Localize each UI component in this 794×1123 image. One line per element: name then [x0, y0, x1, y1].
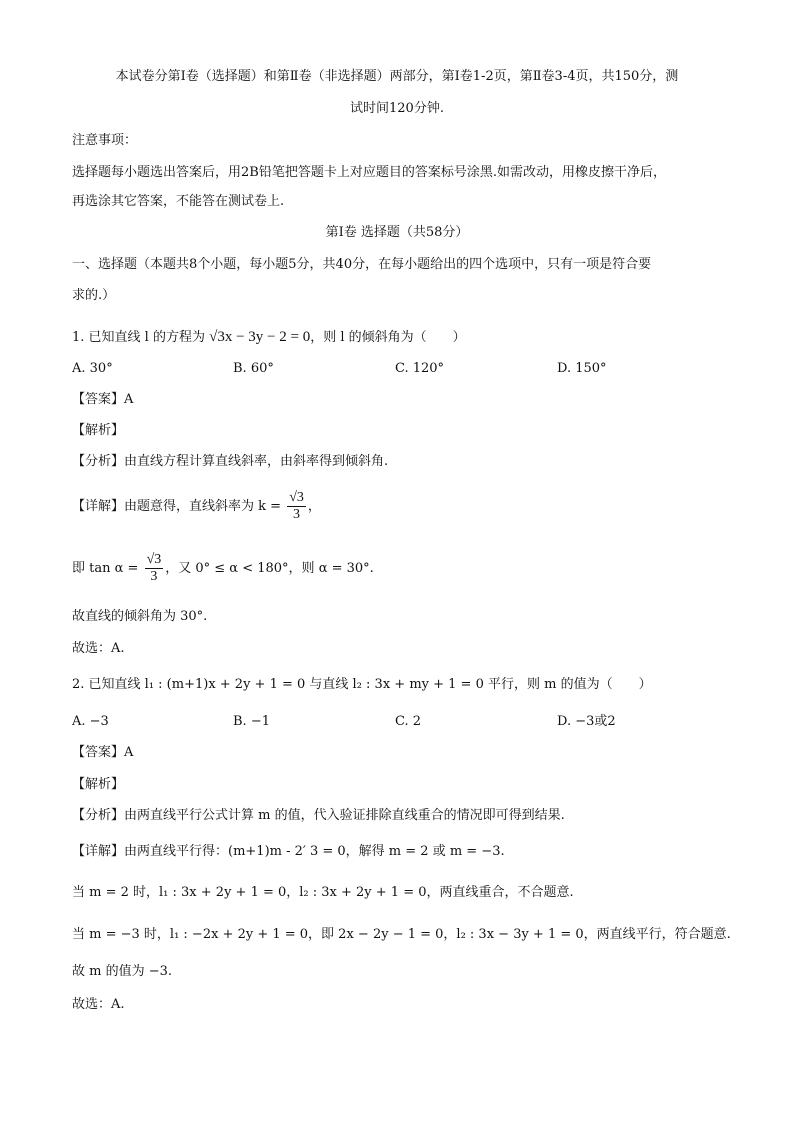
q1-tan-prefix: 即 tan α = — [72, 561, 139, 576]
q1-equation: √3x − 3y − 2 = 0 — [209, 329, 311, 345]
section-instruction-1: 一、选择题（本题共8个小题，每小题5分，共40分，在每小题给出的四个选项中，只有一项是符合要 — [72, 257, 652, 272]
q1-option-c: C. 120° — [395, 361, 445, 376]
notice-line-1: 选择题每小题选出答案后，用2B铅笔把答题卡上对应题目的答案标号涂黑.如需改动，用橡皮擦干净后， — [72, 165, 666, 180]
q1-detail-suffix: ， — [307, 499, 321, 514]
q1-tan — [72, 552, 374, 586]
q1-conclusion: 故直线的倾斜角为 30°. — [72, 609, 208, 624]
q1-slope-denominator: 3 — [293, 507, 301, 522]
section-instruction-2: 求的.） — [72, 288, 116, 303]
q1-option-a: A. 30° — [72, 361, 113, 376]
q1-choose: 故选：A. — [72, 641, 125, 656]
q2-fenxi: 【分析】由两直线平行公式计算 m 的值，代入验证排除直线重合的情况即可得到结果. — [72, 808, 565, 823]
notice-title: 注意事项： — [72, 133, 138, 148]
q1-tan-fraction — [145, 552, 164, 585]
q2-stem: 2. 已知直线 l₁ : (m+1)x + 2y + 1 = 0 与直线 l₂ : 3x + my + 1 = 0 平行，则 m 的值为（ ） — [72, 677, 652, 692]
intro-line-1: 本试卷分第Ⅰ卷（选择题）和第Ⅱ卷（非选择题）两部分，第Ⅰ卷1-2页，第Ⅱ卷3-4页，共150分，测 — [115, 69, 679, 84]
q1-tan-denominator: 3 — [150, 569, 158, 584]
q1-slope-numerator: √3 — [289, 490, 304, 505]
q2-option-a: A. −3 — [72, 714, 109, 729]
q2-detail: 【详解】由两直线平行得：(m+1)m - 2′ 3 = 0，解得 m = 2 或 m = −3. — [72, 844, 505, 859]
q1-detail-prefix: 【详解】由题意得，直线斜率为 k = — [72, 499, 282, 514]
q1-fenxi: 【分析】由直线方程计算直线斜率，由斜率得到倾斜角. — [72, 454, 389, 469]
q2-case-2: 当 m = −3 时，l₁ : −2x + 2y + 1 = 0，即 2x − 2y − 1 = 0，l₂ : 3x − 3y + 1 = 0，两直线平行，符合题意. — [72, 927, 731, 942]
q2-conclusion: 故 m 的值为 −3. — [72, 964, 173, 979]
notice-line-2: 再选涂其它答案，不能答在测试卷上. — [72, 194, 285, 209]
q1-analysis-label: 【解析】 — [72, 423, 125, 438]
q1-tan-numerator: √3 — [146, 552, 162, 567]
q2-option-d: D. −3或2 — [557, 714, 616, 729]
q2-choose: 故选：A. — [72, 997, 125, 1012]
q1-stem-prefix: 1. 已知直线 l 的方程为 — [72, 330, 210, 345]
q2-case-1: 当 m = 2 时，l₁ : 3x + 2y + 1 = 0，l₂ : 3x + 2y + 1 = 0，两直线重合，不合题意. — [72, 885, 574, 900]
q1-tan-suffix: ，又 0° ≤ α < 180°，则 α = 30°. — [165, 561, 374, 576]
q2-analysis-label: 【解析】 — [72, 777, 125, 792]
q2-option-c: C. 2 — [395, 714, 422, 729]
intro-line-2: 试时间120分钟. — [350, 101, 444, 116]
q2-answer: 【答案】A — [72, 745, 134, 760]
q1-option-d: D. 150° — [557, 361, 607, 376]
section-title: 第Ⅰ卷 选择题（共58分） — [325, 225, 469, 240]
q1-slope-fraction — [287, 490, 306, 523]
q1-option-b: B. 60° — [233, 361, 274, 376]
q2-option-b: B. −1 — [233, 714, 270, 729]
q1-detail — [72, 490, 321, 524]
q1-stem-suffix: ，则 l 的倾斜角为（ ） — [310, 330, 466, 345]
q1-answer: 【答案】A — [72, 392, 134, 407]
q1-stem — [72, 328, 466, 347]
